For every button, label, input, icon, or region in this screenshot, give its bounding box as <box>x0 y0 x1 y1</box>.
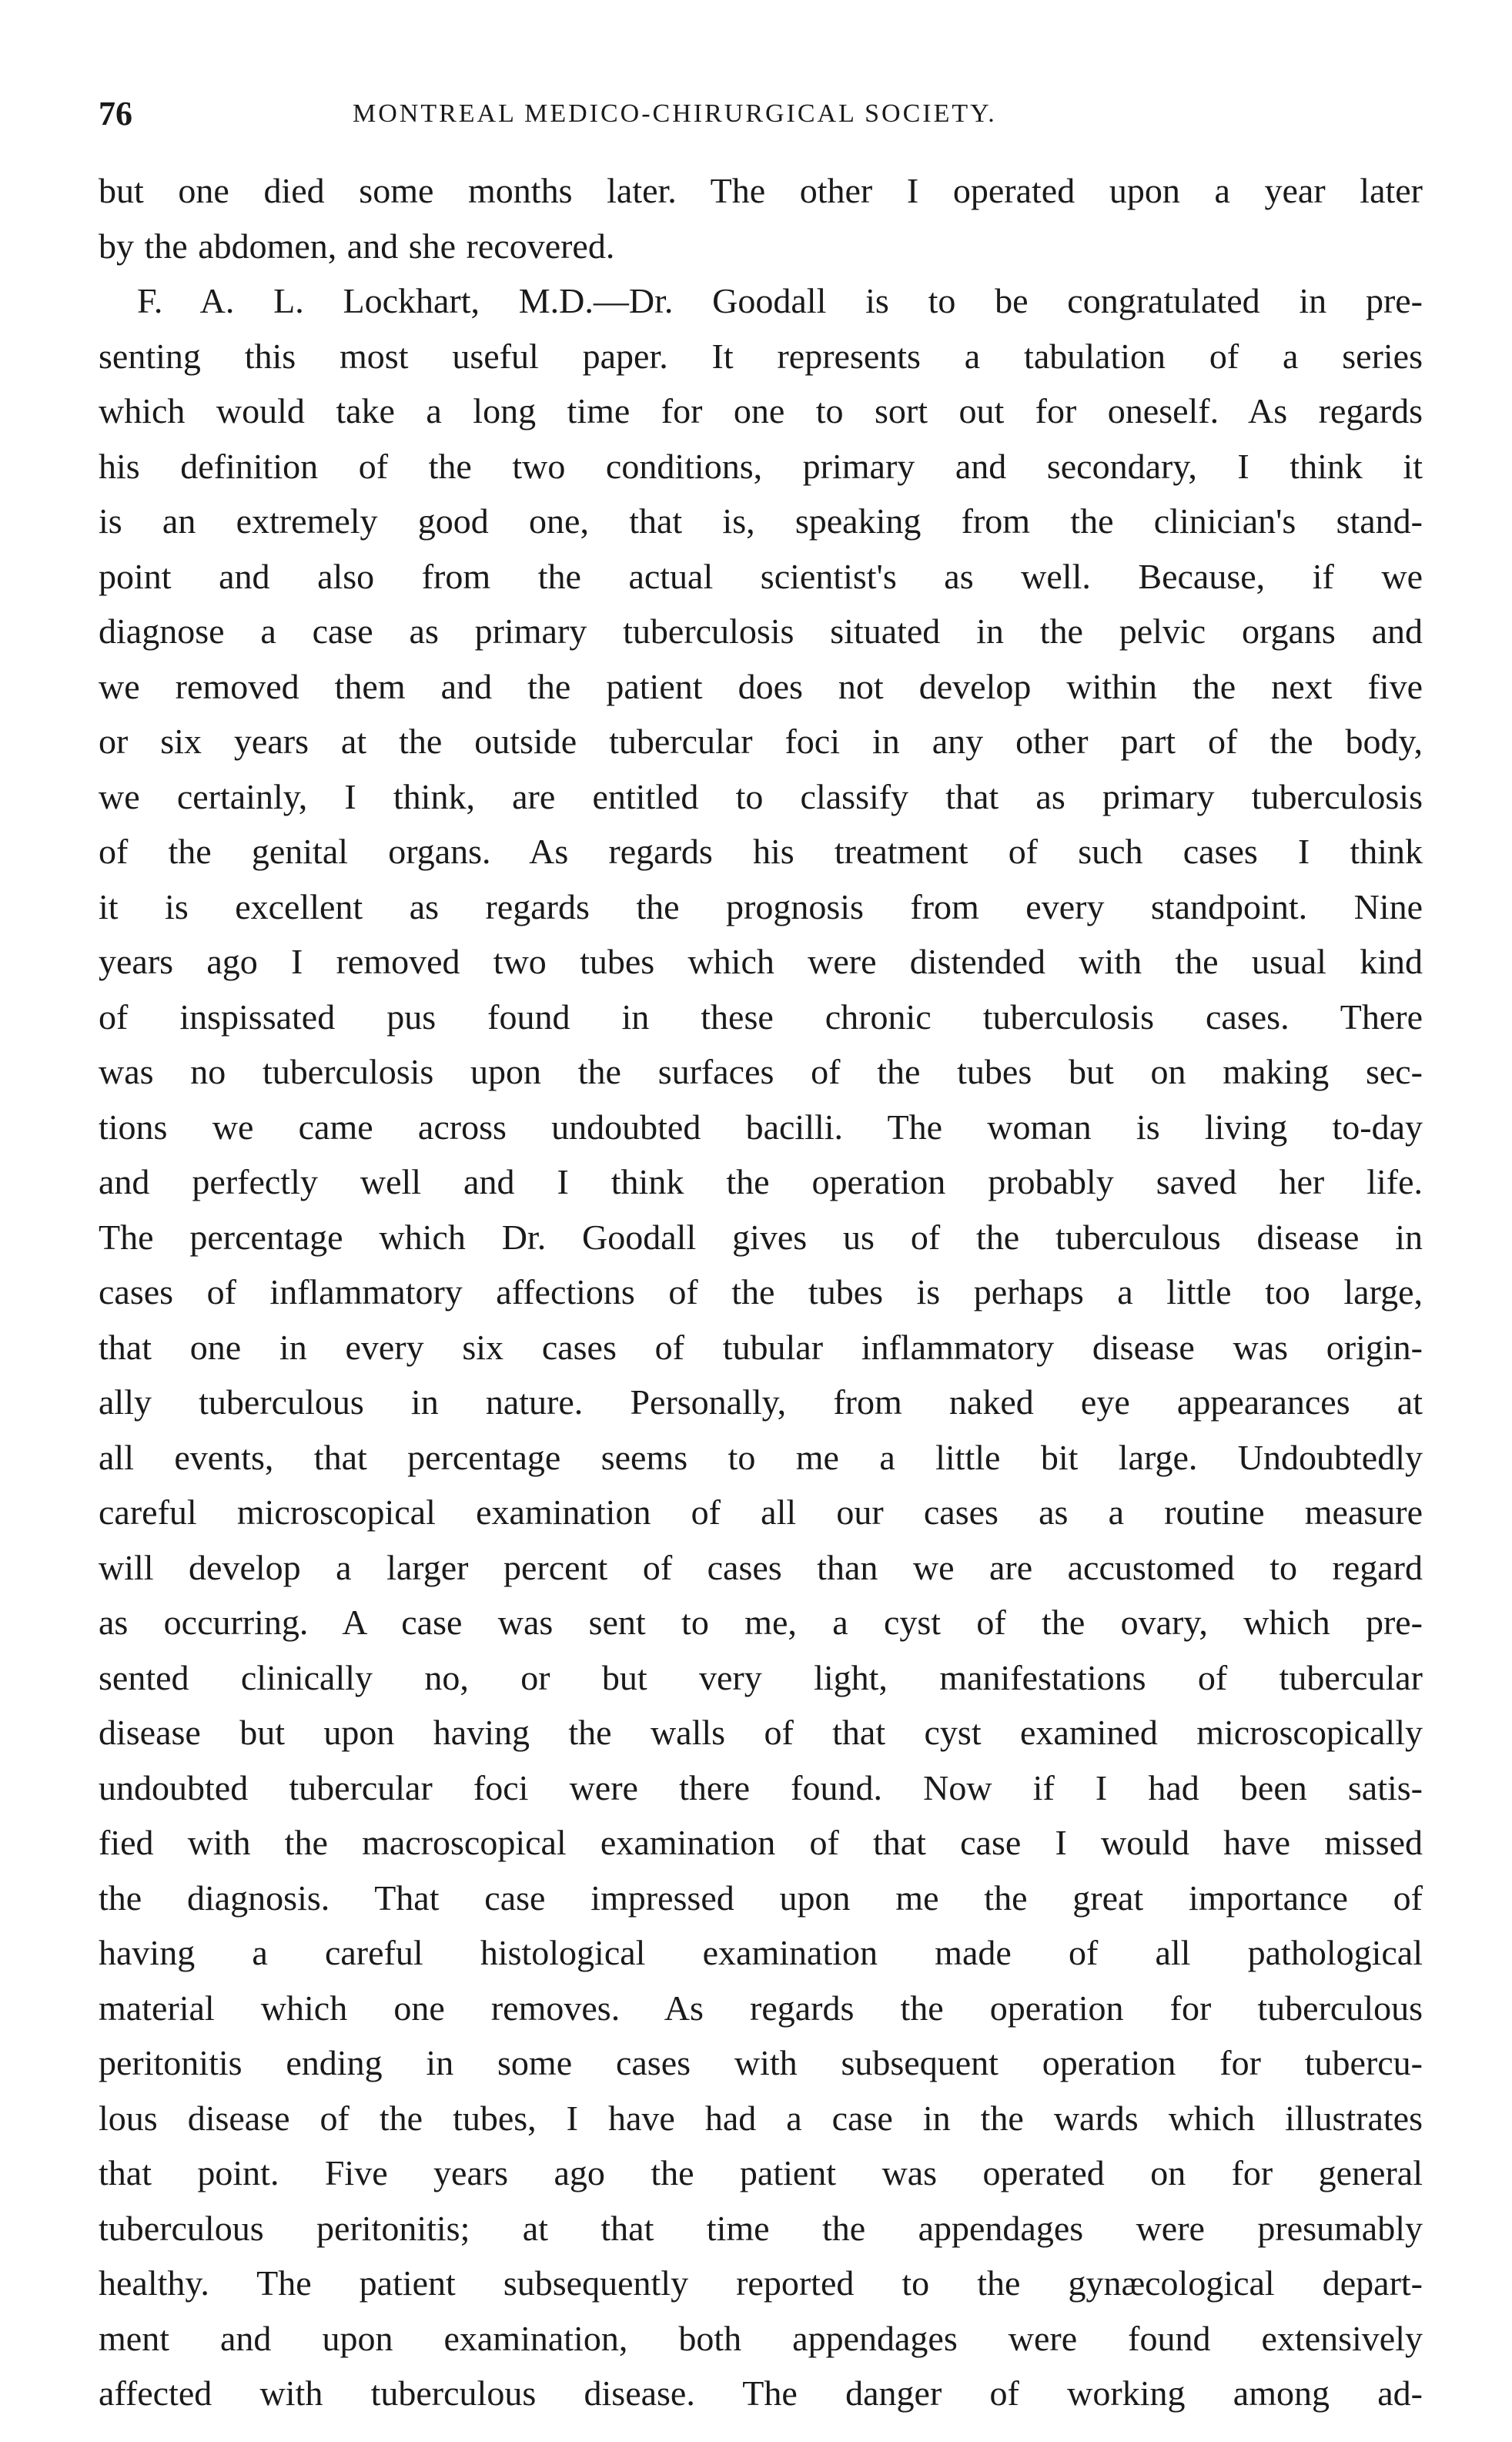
text-line: will develop a larger percent of cases than we are accustomed to regard <box>99 1547 1423 1587</box>
text-line: point and also from the actual scientist's as well. Because, if we <box>99 556 1423 596</box>
text-line: was no tuberculosis upon the surfaces of the tubes but on making sec- <box>99 1052 1423 1091</box>
running-head: MONTREAL MEDICO-CHIRURGICAL SOCIETY. <box>353 99 997 128</box>
text-line: all events, that percentage seems to me a little bit large. Undoubtedly <box>99 1437 1423 1477</box>
page-number: 76 <box>99 95 132 132</box>
text-line: we certainly, I think, are entitled to classify that as primary tuberculosis <box>99 776 1423 816</box>
text-line: undoubted tubercular foci were there found. Now if I had been satis- <box>99 1767 1423 1807</box>
text-line: the diagnosis. That case impressed upon me the great importance of <box>99 1878 1423 1918</box>
text-line: tuberculous peritonitis; at that time the appendages were presumably <box>99 2208 1423 2248</box>
text-line: careful microscopical examination of all our cases as a routine measure <box>99 1492 1423 1532</box>
text-line: it is excellent as regards the prognosis from every standpoint. Nine <box>99 886 1423 926</box>
text-line: of inspissated pus found in these chronic tuberculosis cases. There <box>99 997 1423 1037</box>
text-line: cases of inflammatory affections of the tubes is perhaps a little too large, <box>99 1272 1423 1311</box>
text-line: as occurring. A case was sent to me, a cyst of the ovary, which pre- <box>99 1603 1423 1642</box>
text-line: which would take a long time for one to sort out for oneself. As regards <box>99 391 1423 430</box>
text-line: tions we came across undoubted bacilli. The woman is living to-day <box>99 1107 1423 1147</box>
text-line: senting this most useful paper. It represents a tabulation of a series <box>99 336 1423 376</box>
body-text <box>99 163 1423 2421</box>
text-line: of the genital organs. As regards his treatment of such cases I think <box>99 832 1423 871</box>
text-line: F. A. L. Lockhart, M.D.—Dr. Goodall is to be congratulated in pre- <box>137 281 1423 320</box>
text-line: The percentage which Dr. Goodall gives us of the tuberculous disease in <box>99 1217 1423 1257</box>
text-line: sented clinically no, or but very light, manifestations of tubercular <box>99 1657 1423 1697</box>
page-header <box>99 91 1407 137</box>
text-line: is an extremely good one, that is, speaking from the clinician's stand- <box>99 501 1423 541</box>
text-line: affected with tuberculous disease. The danger of working among ad- <box>99 2373 1423 2413</box>
text-line: material which one removes. As regards the operation for tuberculous <box>99 1988 1423 2028</box>
text-line: that point. Five years ago the patient was operated on for general <box>99 2153 1423 2192</box>
text-line: fied with the macroscopical examination of that case I would have missed <box>99 1823 1423 1862</box>
text-line: by the abdomen, and she recovered. <box>99 226 615 266</box>
text-line: that one in every six cases of tubular inflammatory disease was origin- <box>99 1327 1423 1367</box>
text-line: diagnose a case as primary tuberculosis situated in the pelvic organs and <box>99 611 1423 651</box>
text-line: his definition of the two conditions, primary and secondary, I think it <box>99 446 1423 486</box>
text-line: disease but upon having the walls of that cyst examined microscopically <box>99 1713 1423 1752</box>
text-line: and perfectly well and I think the operation probably saved her life. <box>99 1162 1423 1201</box>
text-line: having a careful histological examination made of all pathological <box>99 1933 1423 1972</box>
text-line: healthy. The patient subsequently reported to the gynæcological depart- <box>99 2263 1423 2303</box>
text-line: lous disease of the tubes, I have had a case in the wards which illustrates <box>99 2098 1423 2138</box>
text-line: but one died some months later. The other I operated upon a year later <box>99 171 1423 210</box>
text-line: years ago I removed two tubes which were distended with the usual kind <box>99 942 1423 981</box>
text-line: peritonitis ending in some cases with subsequent operation for tubercu- <box>99 2043 1423 2082</box>
text-line: or six years at the outside tubercular foci in any other part of the body, <box>99 722 1423 761</box>
text-line: we removed them and the patient does not develop within the next five <box>99 666 1423 706</box>
text-line: ment and upon examination, both appendages were found extensively <box>99 2318 1423 2358</box>
text-line: ally tuberculous in nature. Personally, from naked eye appearances at <box>99 1382 1423 1422</box>
